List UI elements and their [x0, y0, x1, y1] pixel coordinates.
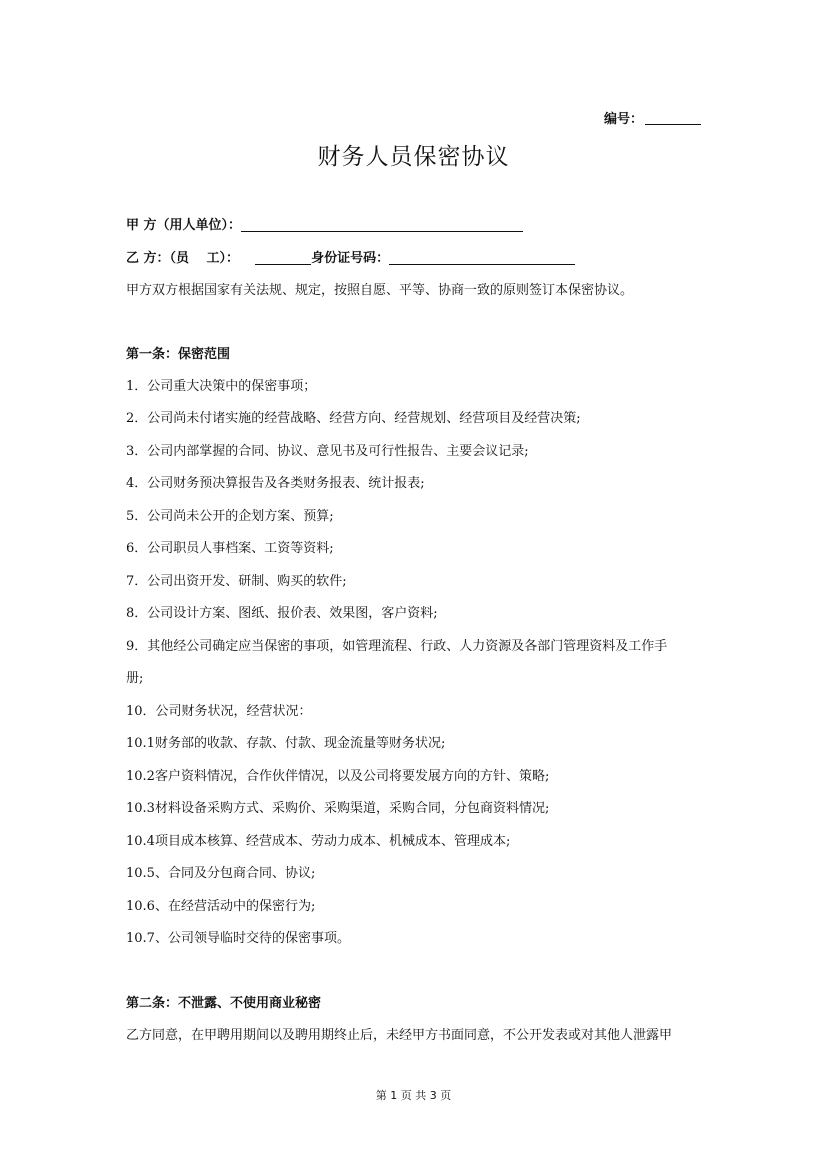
- party-b-id-label: 身份证号码：: [311, 251, 390, 266]
- list-item: 10.5、合同及分包商合同、协议;: [126, 866, 316, 881]
- article2-heading: 第二条：不泄露、不使用商业秘密: [126, 996, 322, 1011]
- party-a-label: 甲 方（用人单位）：: [126, 218, 242, 233]
- list-item: 7．公司出资开发、研制、购买的软件;: [126, 574, 347, 589]
- list-item: 10.2客户资料情况，合作伙伴情况，以及公司将要发展方向的方针、策略;: [126, 769, 550, 784]
- list-item: 9．其他经公司确定应当保密的事项，如管理流程、行政、人力资源及各部门管理资料及工作手: [126, 639, 668, 654]
- list-item: 10.1财务部的收款、存款、付款、现金流量等财务状况;: [126, 736, 446, 751]
- list-item: 10．公司财务状况，经营状况：: [126, 704, 312, 719]
- list-item: 3．公司内部掌握的合同、协议、意见书及可行性报告、主要会议记录;: [126, 444, 529, 459]
- party-b-label: 乙 方：（员 工）：: [126, 251, 240, 266]
- article1-heading: 第一条：保密范围: [126, 347, 231, 362]
- list-item: 10.7、公司领导临时交待的保密事项。: [126, 931, 350, 946]
- party-b-line: [126, 250, 575, 268]
- party-a-line: [126, 217, 523, 235]
- doc-number-blank: [645, 111, 701, 125]
- list-item: 8．公司设计方案、图纸、报价表、效果图，客户资料;: [126, 606, 438, 621]
- party-b-id-blank: [389, 250, 575, 265]
- list-item: 1．公司重大决策中的保密事项；: [126, 379, 317, 394]
- list-item: 6．公司职员人事档案、工资等资料;: [126, 541, 334, 556]
- list-item: 10.4项目成本核算、经营成本、劳动力成本、机械成本、管理成本;: [126, 834, 511, 849]
- intro-paragraph: 甲方双方根据国家有关法规、规定，按照自愿、平等、协商一致的原则签订本保密协议。: [126, 283, 634, 298]
- doc-number-label: 编号：: [603, 112, 643, 127]
- party-b-name-blank: [255, 250, 311, 265]
- article2-paragraph: 乙方同意，在甲聘用期间以及聘用期终止后，未经甲方书面同意，不公开发表或对其他人泄露甲: [126, 1028, 673, 1043]
- list-item: 2．公司尚未付诸实施的经营战略、经营方向、经营规划、经营项目及经营决策;: [126, 411, 581, 426]
- list-item: 10.6、在经营活动中的保密行为;: [126, 899, 316, 914]
- page-footer: 第 1 页 共 3 页: [375, 1089, 452, 1102]
- doc-number: [604, 108, 701, 127]
- list-item: 册;: [126, 671, 144, 686]
- list-item: 10.3材料设备采购方式、采购价、采购渠道，采购合同，分包商资料情况;: [126, 801, 550, 816]
- page-title: 财务人员保密协议: [317, 144, 510, 170]
- list-item: 5．公司尚未公开的企划方案、预算;: [126, 509, 334, 524]
- list-item: 4．公司财务预决算报告及各类财务报表、统计报表;: [126, 476, 425, 491]
- party-a-blank: [241, 217, 523, 232]
